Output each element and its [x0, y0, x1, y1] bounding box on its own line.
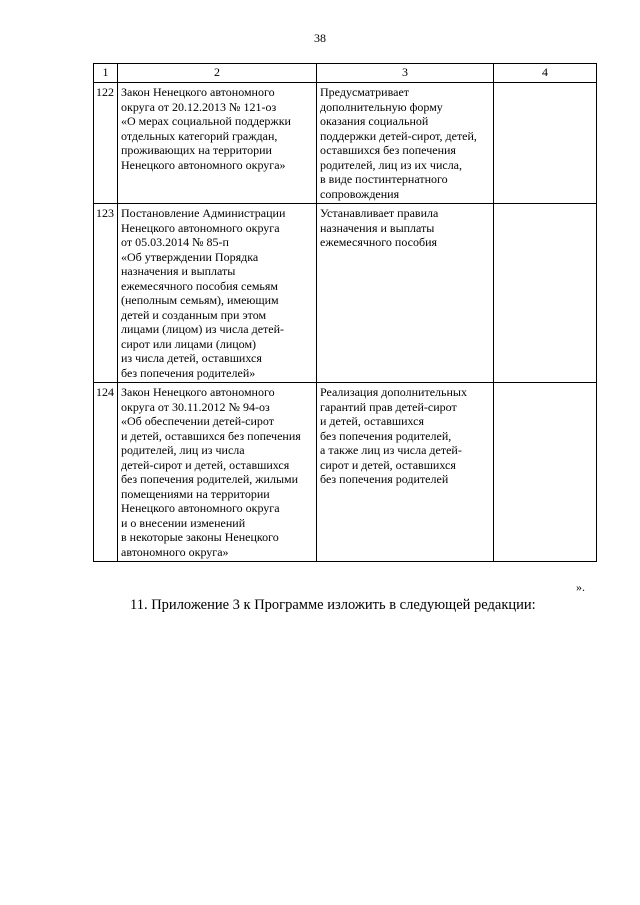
page-number: 38	[314, 31, 326, 45]
document-name-line: Закон Ненецкого автономного	[121, 385, 275, 399]
document-name-cell	[118, 204, 317, 383]
description-cell	[317, 204, 494, 383]
description-line: и детей, оставшихся	[320, 414, 425, 428]
programme-table	[93, 63, 597, 562]
document-name-line: ежемесячного пособия семьям	[121, 278, 279, 293]
document-name-cell	[118, 83, 317, 204]
description-line: ежемесячного пособия	[320, 235, 438, 249]
closing-quote: ».	[576, 580, 585, 594]
description-line: сопровождения	[320, 186, 400, 201]
description-cell	[317, 383, 494, 562]
table-header-row	[94, 64, 597, 83]
document-name-line: проживающих на территории	[121, 143, 272, 157]
row-number-cell: 124	[94, 383, 118, 562]
document-name-line: отдельных категорий граждан,	[121, 128, 278, 143]
column-header: 2	[118, 64, 317, 83]
document-name-line: детей-сирот и детей, оставшихся	[121, 457, 290, 472]
document-name-line: округа от 30.11.2012 № 94-оз	[121, 399, 270, 414]
document-name-line: и детей, оставшихся без попечения	[121, 428, 301, 443]
document-name-line: Ненецкого автономного округа»	[121, 157, 286, 172]
document-name-line: без попечения родителей»	[121, 365, 256, 380]
description-cell	[317, 83, 494, 204]
table-row	[94, 204, 597, 383]
document-name-line: детей и созданным при этом	[121, 307, 267, 322]
document-name-line: Ненецкого автономного округа	[121, 220, 280, 235]
document-name-line: лицами (лицом) из числа детей-	[121, 322, 285, 336]
column-header: 3	[317, 64, 494, 83]
document-name-cell	[118, 383, 317, 562]
document-name-line: Постановление Администрации	[121, 206, 286, 220]
instruction-paragraph: 11. Приложение 3 к Программе изложить в следующей редакции:	[130, 597, 536, 613]
description-line: Устанавливает правила	[320, 206, 439, 220]
document-name-line: сирот или лицами (лицом)	[121, 336, 257, 351]
description-line: а также лиц из числа детей-	[320, 443, 462, 457]
document-name-line: автономного округа»	[121, 544, 229, 559]
description-line: оставшихся без попечения	[320, 143, 456, 157]
document-name-line: «Об обеспечении детей-сирот	[121, 414, 274, 428]
description-line: назначения и выплаты	[320, 220, 435, 235]
document-name-line: «О мерах социальной поддержки	[121, 114, 291, 128]
column-4-cell	[494, 204, 597, 383]
document-name-line: (неполным семьям), имеющим	[121, 293, 279, 307]
row-number-cell: 122	[94, 83, 118, 204]
table-row	[94, 383, 597, 562]
column-4-cell	[494, 83, 597, 204]
document-name-line: и о внесении изменений	[121, 515, 246, 530]
description-line: Реализация дополнительных	[320, 385, 467, 399]
description-line: без попечения родителей	[320, 472, 449, 486]
description-line: оказания социальной	[320, 114, 429, 128]
document-name-line: от 05.03.2014 № 85-п	[121, 235, 229, 249]
document-name-line: Ненецкого автономного округа	[121, 501, 280, 515]
description-line: без попечения родителей,	[320, 428, 452, 443]
document-name-line: назначения и выплаты	[121, 264, 236, 278]
column-header: 4	[494, 64, 597, 83]
document-name-line: помещениями на территории	[121, 486, 270, 501]
column-4-cell	[494, 383, 597, 562]
description-line: родителей, лиц из их числа,	[320, 157, 463, 172]
description-line: Предусматривает	[320, 85, 410, 99]
table-row	[94, 83, 597, 204]
column-header: 1	[94, 64, 118, 83]
row-number-cell: 123	[94, 204, 118, 383]
document-name-line: Закон Ненецкого автономного	[121, 85, 275, 99]
description-line: в виде постинтернатного	[320, 172, 448, 186]
document-name-line: в некоторые законы Ненецкого	[121, 530, 279, 544]
description-line: сирот и детей, оставшихся	[320, 457, 456, 472]
description-line: дополнительную форму	[320, 99, 443, 114]
description-line: поддержки детей-сирот, детей,	[320, 128, 477, 143]
document-name-line: из числа детей, оставшихся	[121, 351, 262, 365]
document-name-line: родителей, лиц из числа	[121, 443, 245, 457]
document-name-line: без попечения родителей, жилыми	[121, 472, 299, 486]
table-body	[94, 83, 597, 562]
description-line: гарантий прав детей-сирот	[320, 399, 457, 414]
document-name-line: округа от 20.12.2013 № 121-оз	[121, 99, 277, 114]
document-name-line: «Об утверждении Порядка	[121, 249, 259, 264]
